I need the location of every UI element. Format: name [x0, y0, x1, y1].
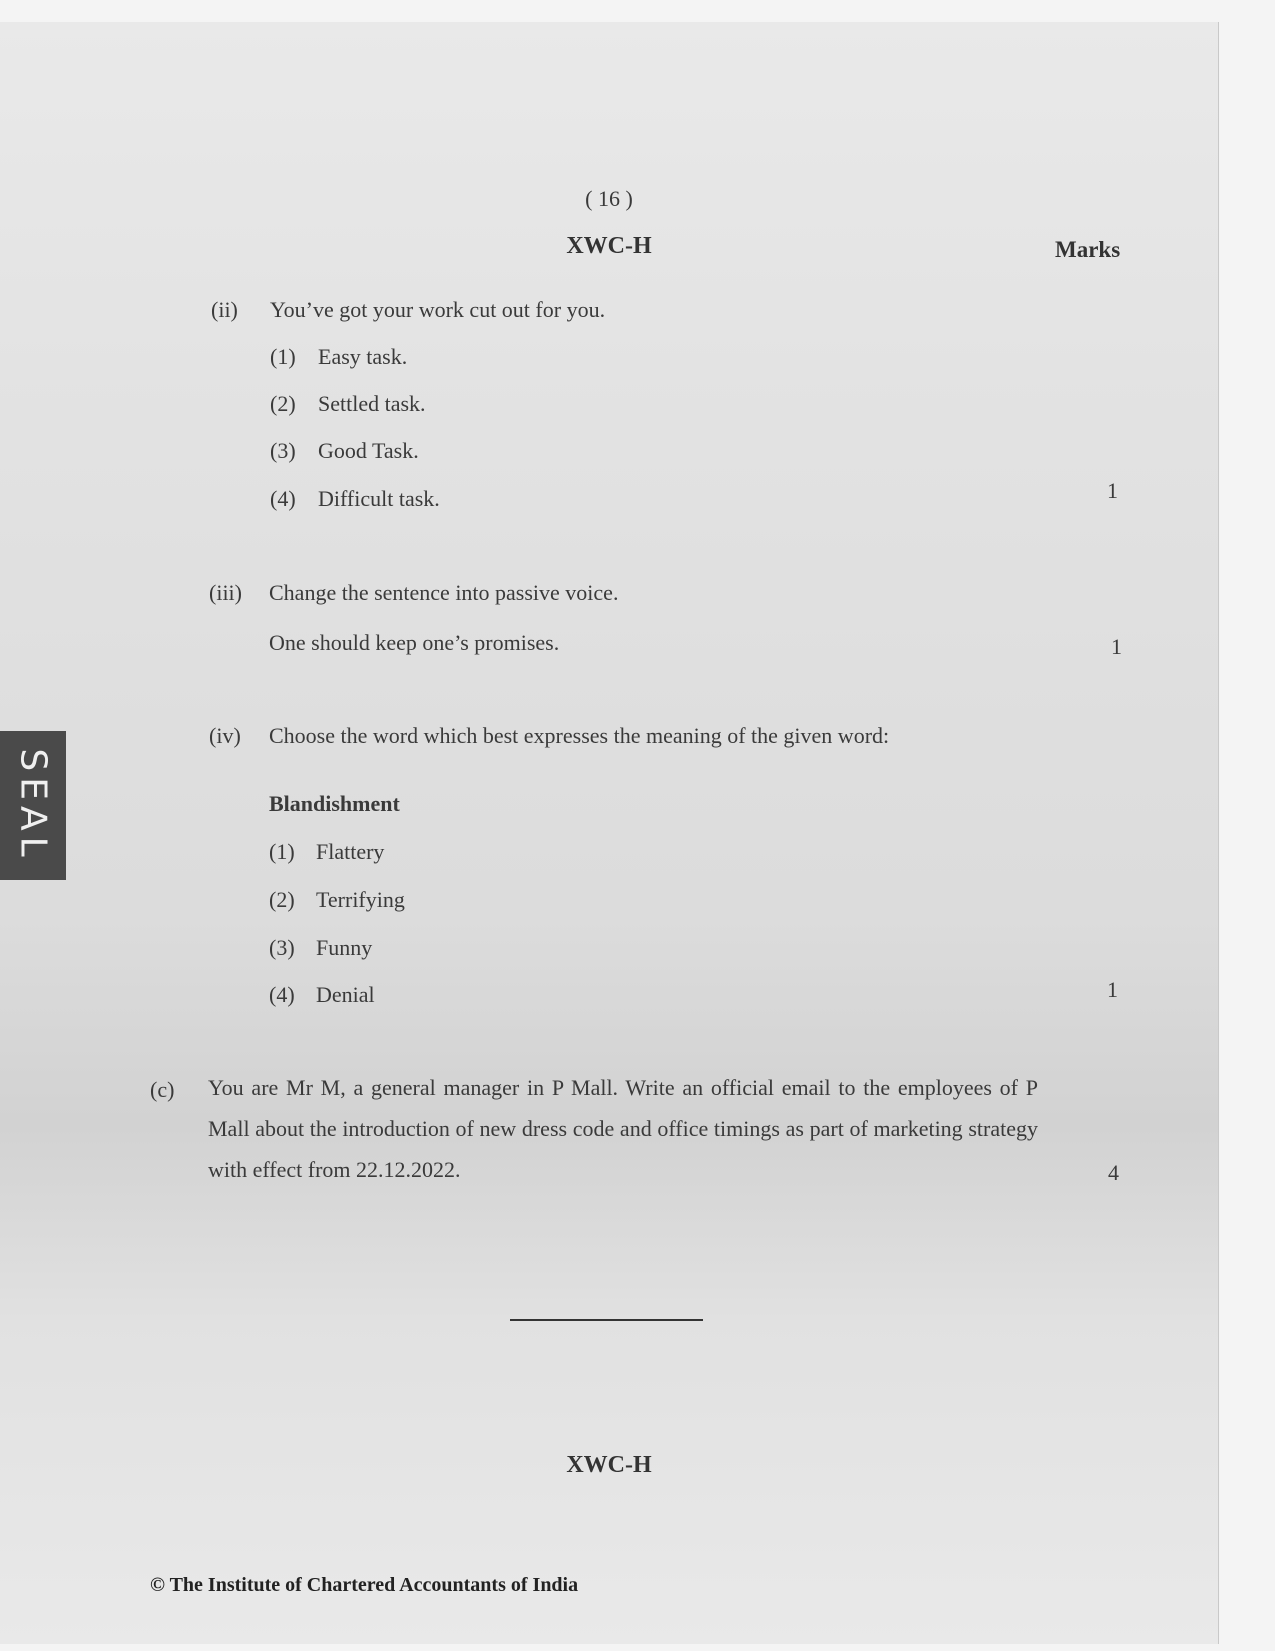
option-number: (4) [270, 486, 296, 511]
option-number: (1) [270, 344, 296, 369]
question-iii-sentence: One should keep one’s promises. [269, 630, 560, 655]
seal-label: SEAL [12, 748, 54, 863]
seal-stamp [0, 731, 66, 880]
option-text: Easy task. [318, 344, 408, 369]
copyright-notice: © The Institute of Chartered Accountants of India [150, 1574, 579, 1596]
question-c-number: (c) [150, 1077, 175, 1102]
paper-code-footer: XWC-H [566, 1452, 652, 1478]
question-iv-text: Choose the word which best expresses the meaning of the given word: [269, 723, 890, 748]
option-text: Flattery [316, 839, 385, 864]
option-text: Denial [316, 982, 375, 1007]
question-iii-number: (iii) [209, 580, 242, 605]
option-text: Good Task. [318, 438, 419, 463]
option-number: (4) [269, 982, 295, 1007]
end-rule [510, 1319, 703, 1321]
question-c-marks: 4 [1108, 1160, 1119, 1185]
option-text: Terrifying [316, 887, 405, 912]
option-number: (2) [270, 391, 296, 416]
question-iii-marks: 1 [1111, 634, 1122, 659]
question-iv-number: (iv) [209, 723, 241, 748]
question-c-text: You are Mr M, a general manager in P Mall. Write an official email to the employees of P Mall about the introduction of new dress code and office timings as part of marketing strategy with effect from 22.12.2022. [208, 1075, 1038, 1182]
marks-heading: Marks [1055, 237, 1121, 262]
option-text: Funny [316, 935, 373, 960]
page-number: ( 16 ) [585, 186, 633, 211]
paper-code-header: XWC-H [566, 233, 652, 259]
option-number: (3) [269, 935, 295, 960]
question-iii-text: Change the sentence into passive voice. [269, 580, 619, 605]
option-number: (2) [269, 887, 295, 912]
question-ii-text: You’ve got your work cut out for you. [270, 297, 606, 322]
question-iv-marks: 1 [1107, 977, 1118, 1002]
given-word: Blandishment [269, 791, 400, 816]
option-text: Difficult task. [318, 486, 440, 511]
exam-page [0, 22, 1219, 1644]
option-text: Settled task. [318, 391, 426, 416]
question-ii-marks: 1 [1107, 478, 1118, 503]
option-number: (3) [270, 438, 296, 463]
option-number: (1) [269, 839, 295, 864]
question-ii-number: (ii) [211, 297, 238, 322]
